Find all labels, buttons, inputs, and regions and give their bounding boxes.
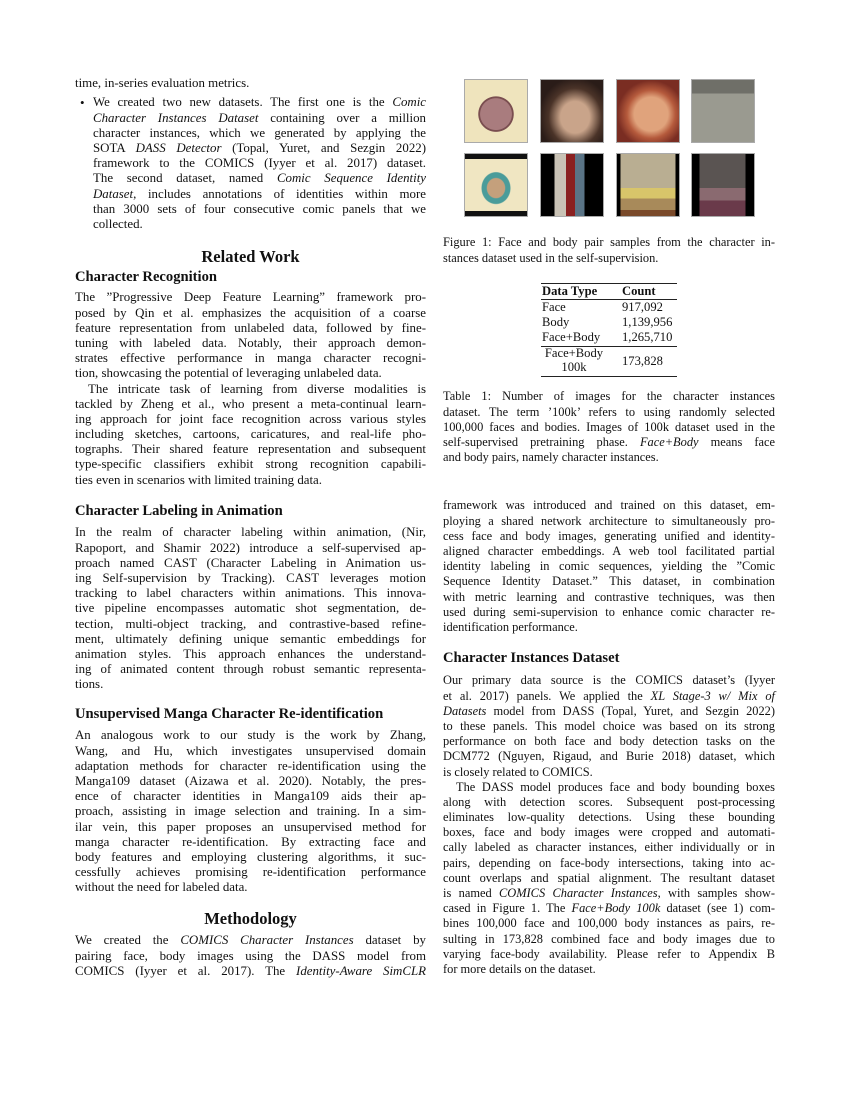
text-line xyxy=(443,689,775,704)
text-line xyxy=(443,435,775,450)
table-cell: 173,828 xyxy=(622,354,663,368)
text-segment: We created two new datasets. The first one is the xyxy=(93,95,393,110)
text-line: Our primary data source is the COMICS dataset’s (Iyyer xyxy=(443,673,775,688)
text-line: cally labeled as character instances, either individually or in xyxy=(443,840,775,855)
section-heading-related-work: Related Work xyxy=(201,247,300,266)
table-cell: 1,265,710 xyxy=(622,330,673,344)
text-line: ing Self-supervision by Tracking). CAST leverages motion xyxy=(75,570,426,585)
text-line xyxy=(443,886,775,901)
text-line: body features and employing clustering algorithms, it suc- xyxy=(75,849,426,864)
text-line: sulting in 173,828 combined face and body images due to xyxy=(443,931,775,946)
italic-text: Datasets xyxy=(443,703,487,718)
text-line: count overlaps and spatial alignment. The resultant dataset xyxy=(443,870,775,885)
text-line: The DASS model produces face and body bounding boxes xyxy=(456,779,775,794)
table-cell: 917,092 xyxy=(622,300,663,314)
italic-text: COMICS Character Instances xyxy=(180,933,354,948)
section-heading-methodology: Methodology xyxy=(204,909,297,928)
text-line: Wang, and Hu, which investigates unsupervised domain xyxy=(75,743,426,758)
italic-text: Face+Body xyxy=(639,434,699,449)
text-line: than 3000 sets of four consecutive comic panels that we xyxy=(93,201,426,216)
text-line: for more details on the dataset. xyxy=(443,961,596,976)
intro-continuation xyxy=(75,76,426,91)
text-line: to these panels. This model choice was based on its strong xyxy=(443,718,775,733)
table-cell: Body xyxy=(542,315,570,329)
text-line: performance on both face and body detection tasks on the xyxy=(443,734,775,749)
text-line: is closely related to COMICS. xyxy=(443,764,593,779)
text-line: bines 100,000 face and 100,000 body instances as pairs, re- xyxy=(443,916,775,931)
text-segment: , with samples show- xyxy=(657,886,775,901)
body-sample-3 xyxy=(616,153,680,217)
text-line: tographs. Their shared feature representation and subsequent xyxy=(75,442,426,457)
text-line: strates effective performance in manga character recogni- xyxy=(75,351,426,366)
text-line: identity labeling in comic sequences, yielding the ”Comic xyxy=(443,559,775,574)
text-line: An analogous work to our study is the work by Zhang, xyxy=(75,728,426,743)
text-line: Manga109 dataset (Aizawa et al. 2020). Notably, the pres- xyxy=(75,773,426,788)
subsection-heading-manga-reid: Unsupervised Manga Character Re-identification xyxy=(75,706,384,722)
text-segment: COMICS (Iyyer et al. 2017). The xyxy=(75,963,297,978)
text-line: tuning with labeled data. Notably, their approach demon- xyxy=(75,335,426,350)
text-line: proach named CAST (Character Labeling in Animation us- xyxy=(75,555,426,570)
text-segment: self-supervised pretraining phase. xyxy=(443,434,640,449)
text-line: feature representation from unlabeled data, followed by fine- xyxy=(75,320,426,335)
italic-text: Dataset xyxy=(93,186,134,201)
text-line: identification performance. xyxy=(443,619,578,634)
text-line xyxy=(75,933,426,948)
text-line: manga character re-identification. By extracting face and xyxy=(75,834,426,849)
text-line: with metric learning and contrastive techniques, was then xyxy=(443,589,775,604)
text-line xyxy=(93,95,426,110)
methodology-text xyxy=(75,933,426,979)
text-line: The ”Progressive Deep Feature Learning” framework pro- xyxy=(75,290,426,305)
text-line: adaptation methods for character re-identification using the xyxy=(75,758,426,773)
text-line: Table 1: Number of images for the character instances xyxy=(443,389,775,404)
italic-text: Face+Body 100k xyxy=(571,901,661,916)
text-line: stances dataset used in the self-supervision. xyxy=(443,250,659,265)
table-cell: Face+Body xyxy=(542,330,601,344)
text-segment: cased in Figure 1. The xyxy=(443,901,572,916)
italic-text: Comic Sequence Identity xyxy=(276,171,426,186)
table-cell: Face xyxy=(542,300,566,314)
text-line: varying face-body availability. Please refer to Appendix B xyxy=(443,946,775,961)
text-line: animation styles. This approach enhances the understand- xyxy=(75,646,426,661)
body-sample-2 xyxy=(540,153,604,217)
character-labeling-text xyxy=(75,525,426,692)
text-line: time, in-series evaluation metrics. xyxy=(75,76,250,90)
text-line: ploying a shared network architecture to simultaneously pro- xyxy=(443,513,775,528)
text-line xyxy=(443,704,775,719)
text-line: ing of animated content through robust semantic representa- xyxy=(75,662,426,677)
face-sample-2 xyxy=(540,79,604,143)
face-sample-4 xyxy=(691,79,755,143)
face-sample-3 xyxy=(616,79,680,143)
italic-text: COMICS Character Instances xyxy=(499,886,658,901)
text-segment: means face xyxy=(698,434,775,449)
text-segment: dataset (see 1) com- xyxy=(660,901,775,916)
text-line: tive pipeline encompasses automatic shot segmentation, de- xyxy=(75,601,426,616)
table-bottom-rule xyxy=(541,376,677,377)
text-line: tion, showcasing the potential of leveraging unlabeled data. xyxy=(75,366,382,381)
text-segment: containing over a million xyxy=(258,110,426,125)
subsection-heading-character-labeling: Character Labeling in Animation xyxy=(75,503,283,519)
text-line: Figure 1: Face and body pair samples from the character in- xyxy=(443,235,775,250)
text-line: ment, ultimately defining unique semantic embeddings for xyxy=(75,631,426,646)
italic-text: Character Instances Dataset xyxy=(93,110,259,125)
text-line: ence of character identities in Manga109 aids their ap- xyxy=(75,789,426,804)
text-line: The intricate task of learning from diverse modalities is xyxy=(88,381,426,396)
subsection-heading-character-instances: Character Instances Dataset xyxy=(443,650,620,666)
text-line: Rapoport, and Shamir 2022) introduce a self-supervised ap- xyxy=(75,540,426,555)
text-line: In the realm of character labeling within animation, (Nir, xyxy=(75,525,426,540)
table-1-caption xyxy=(443,389,775,465)
text-line: DCM772 (Nguyen, Rigaud, and Burie 2018) dataset, which xyxy=(443,749,775,764)
text-segment: is named xyxy=(443,886,500,901)
text-line: used during semi-supervision to enhance comic character re- xyxy=(443,604,775,619)
text-line: pairs, depending on face-body intersections, taking into ac- xyxy=(443,855,775,870)
character-recognition-text xyxy=(75,290,426,487)
table-cell: Face+Body xyxy=(544,346,604,360)
text-line: cess face and body images, generating unified and identity- xyxy=(443,528,775,543)
text-line xyxy=(75,964,426,979)
text-line xyxy=(93,187,426,202)
text-line: type-specific classifiers exhibit strong recognition capabili- xyxy=(75,457,426,472)
figure-1-samples xyxy=(460,75,760,221)
text-line: tracking to label characters within animations. This innova- xyxy=(75,586,426,601)
text-segment: The second dataset, named xyxy=(93,171,277,186)
text-segment: (Topal, Yuret, and Sezgin 2022) xyxy=(221,140,426,155)
text-line: Sequence Identity Dataset.” This dataset, in combination xyxy=(443,574,775,589)
text-line: posed by Qin et al. emphasizes the acquisition of a coarse xyxy=(75,305,426,320)
text-segment: et al. 2017) panels. We applied the xyxy=(443,688,651,703)
italic-text: Comic xyxy=(392,95,426,110)
text-line: framework was introduced and trained on this dataset, em- xyxy=(443,498,775,513)
text-line: collected. xyxy=(93,216,143,231)
text-line xyxy=(93,141,426,156)
italic-text: XL Stage-3 w/ Mix of xyxy=(650,688,775,703)
face-sample-1 xyxy=(464,79,528,143)
text-line: boxes, face and body images were cropped and automati- xyxy=(443,825,775,840)
methodology-text-continued xyxy=(443,498,775,635)
text-line: without the need for labeled data. xyxy=(75,880,248,895)
text-line: tackled by Zheng et al., who present a meta-continual learn- xyxy=(75,396,426,411)
text-line: 100,000 faces and bodies. Images of 100k dataset used in the xyxy=(443,419,775,434)
body-sample-1 xyxy=(464,153,528,217)
table-header-count: Count xyxy=(622,284,656,298)
text-segment: SOTA xyxy=(93,140,136,155)
text-line: pairing face, body images using the DASS model from xyxy=(75,948,426,963)
contribution-bullet xyxy=(93,95,426,232)
table-cell: 1,139,956 xyxy=(622,315,673,329)
table-cell: 100k xyxy=(561,360,587,374)
bullet-icon: • xyxy=(80,95,85,110)
text-line: ilar vein, this paper proposes an unsupervised method for xyxy=(75,819,426,834)
text-segment: We created the xyxy=(75,933,181,948)
text-segment: , includes annotations of identities within more xyxy=(133,186,426,201)
italic-text: Identity-Aware SimCLR xyxy=(296,963,426,978)
text-line: and body pairs, namely character instances. xyxy=(443,450,659,465)
subsection-heading-character-recognition: Character Recognition xyxy=(75,269,217,285)
text-line xyxy=(93,111,426,126)
text-line: tions. xyxy=(75,677,104,692)
italic-text: DASS Detector xyxy=(135,140,222,155)
text-line: proach, assisting in image selection and training. In a sim- xyxy=(75,804,426,819)
text-line: framework to the COMICS (Iyyer et al. 2017) dataset. xyxy=(93,156,426,171)
text-line: dataset. The term ’100k’ refers to using randomly selected xyxy=(443,404,775,419)
text-line: aligned character embeddings. A web tool facilitated partial xyxy=(443,543,775,558)
text-segment: dataset by xyxy=(353,933,426,948)
text-line xyxy=(93,171,426,186)
text-line: along with detection scores. Subsequent post-processing xyxy=(443,794,775,809)
manga-reid-text xyxy=(75,728,426,895)
text-line: eliminates low-quality detections. Using these bounding xyxy=(443,810,775,825)
text-line: ties even in scenarios with limited training data. xyxy=(75,472,323,487)
character-instances-text xyxy=(443,673,775,977)
table-header-data-type: Data Type xyxy=(542,284,598,298)
text-line: character instances, which we generated by applying the xyxy=(93,125,426,140)
text-line: including sketches, cartoons, caricatures, and real-life pho- xyxy=(75,427,426,442)
body-sample-4 xyxy=(691,153,755,217)
text-segment: model from DASS (Topal, Yuret, and Sezgin 2022) xyxy=(486,703,775,718)
text-line: ing approach for joint face recognition across various styles xyxy=(75,411,426,426)
text-line: tection, multi-object tracking, and contrastive-based refine- xyxy=(75,616,426,631)
text-line: cessfully achieves promising re-identification performance xyxy=(75,865,426,880)
figure-1-caption xyxy=(443,235,775,265)
text-line xyxy=(443,901,775,916)
